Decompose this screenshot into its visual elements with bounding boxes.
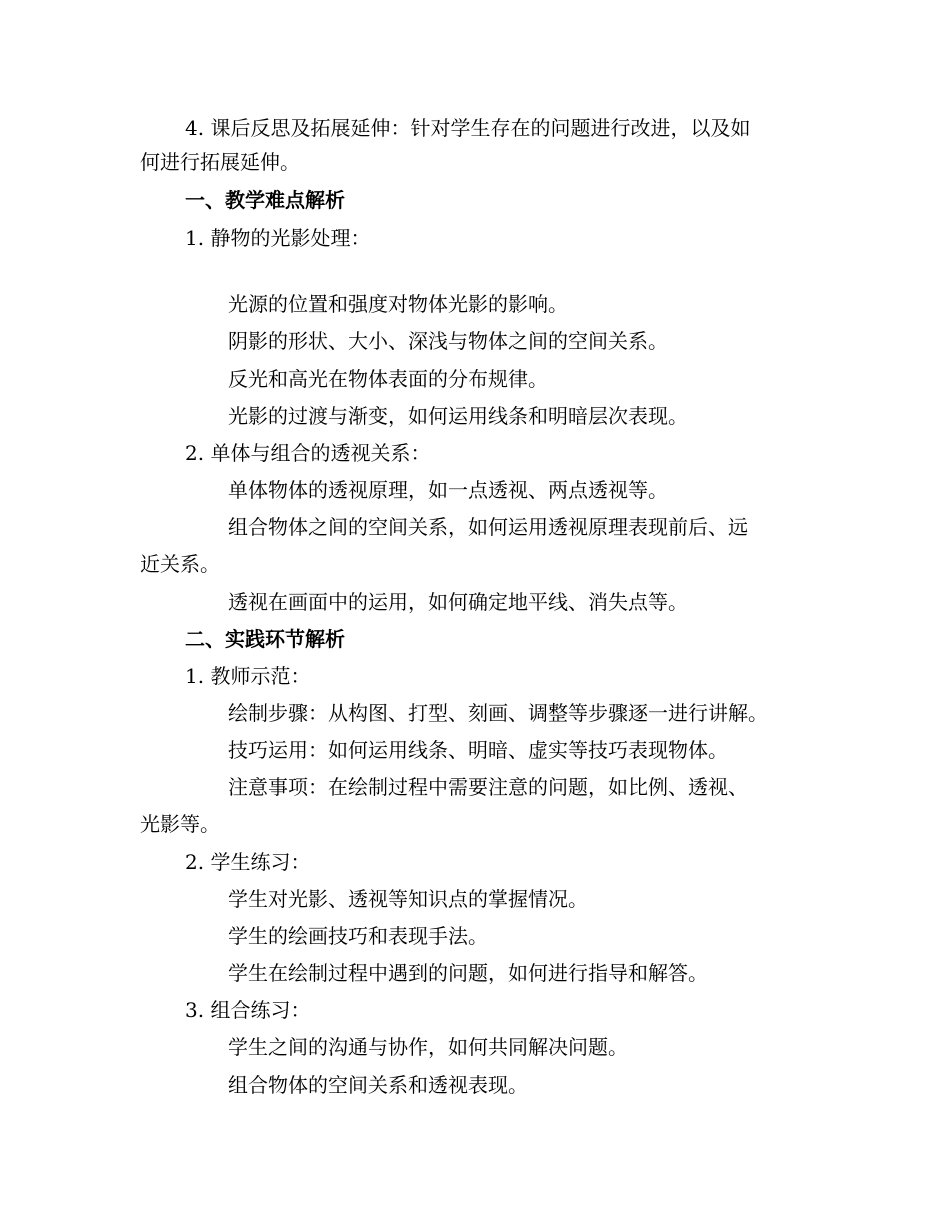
section2-sub3-title: 3. 组合练习： [185,998,311,1022]
section2-sub2-title: 2. 学生练习： [185,850,311,874]
section2-sub1-title: 1. 教师示范： [185,664,311,688]
section1-sub1-point: 反光和高光在物体表面的分布规律。 [228,367,548,391]
section2-sub3-point: 学生之间的沟通与协作，如何共同解决问题。 [228,1035,628,1059]
section2-sub1-point: 绘制步骤：从构图、打型、刻画、调整等步骤逐一进行讲解。 [228,701,768,725]
section2-sub1-point: 注意事项：在绘制过程中需要注意的问题，如比例、透视、 [228,775,748,799]
section2-sub2-point: 学生的绘画技巧和表现手法。 [228,924,488,948]
section1-sub1-point: 阴影的形状、大小、深浅与物体之间的空间关系。 [228,329,668,353]
section2-sub2-point: 学生对光影、透视等知识点的掌握情况。 [228,887,588,911]
section2-sub1-point: 技巧运用：如何运用线条、明暗、虚实等技巧表现物体。 [228,738,728,762]
section1-sub2-point: 单体物体的透视原理，如一点透视、两点透视等。 [228,478,668,502]
item4-line2: 何进行拓展延伸。 [140,150,300,174]
item4-line1: 4. 课后反思及拓展延伸：针对学生存在的问题进行改进，以及如 [185,116,751,140]
section1-sub2-point-cont: 近关系。 [140,552,220,576]
section2-sub1-point-cont: 光影等。 [140,812,220,836]
section1-sub1-point: 光源的位置和强度对物体光影的影响。 [228,292,568,316]
section1-sub2-title: 2. 单体与组合的透视关系： [185,441,431,465]
section2-sub3-point: 组合物体的空间关系和透视表现。 [228,1073,528,1097]
section1-sub2-point: 透视在画面中的运用，如何确定地平线、消失点等。 [228,590,688,614]
section2-sub2-point: 学生在绘制过程中遇到的问题，如何进行指导和解答。 [228,961,708,985]
section1-sub1-title: 1. 静物的光影处理： [185,226,371,250]
section1-heading: 一、教学难点解析 [185,188,345,212]
section1-sub2-point: 组合物体之间的空间关系，如何运用透视原理表现前后、远 [228,515,748,539]
section1-sub1-point: 光影的过渡与渐变，如何运用线条和明暗层次表现。 [228,404,688,428]
section2-heading: 二、实践环节解析 [185,627,345,651]
